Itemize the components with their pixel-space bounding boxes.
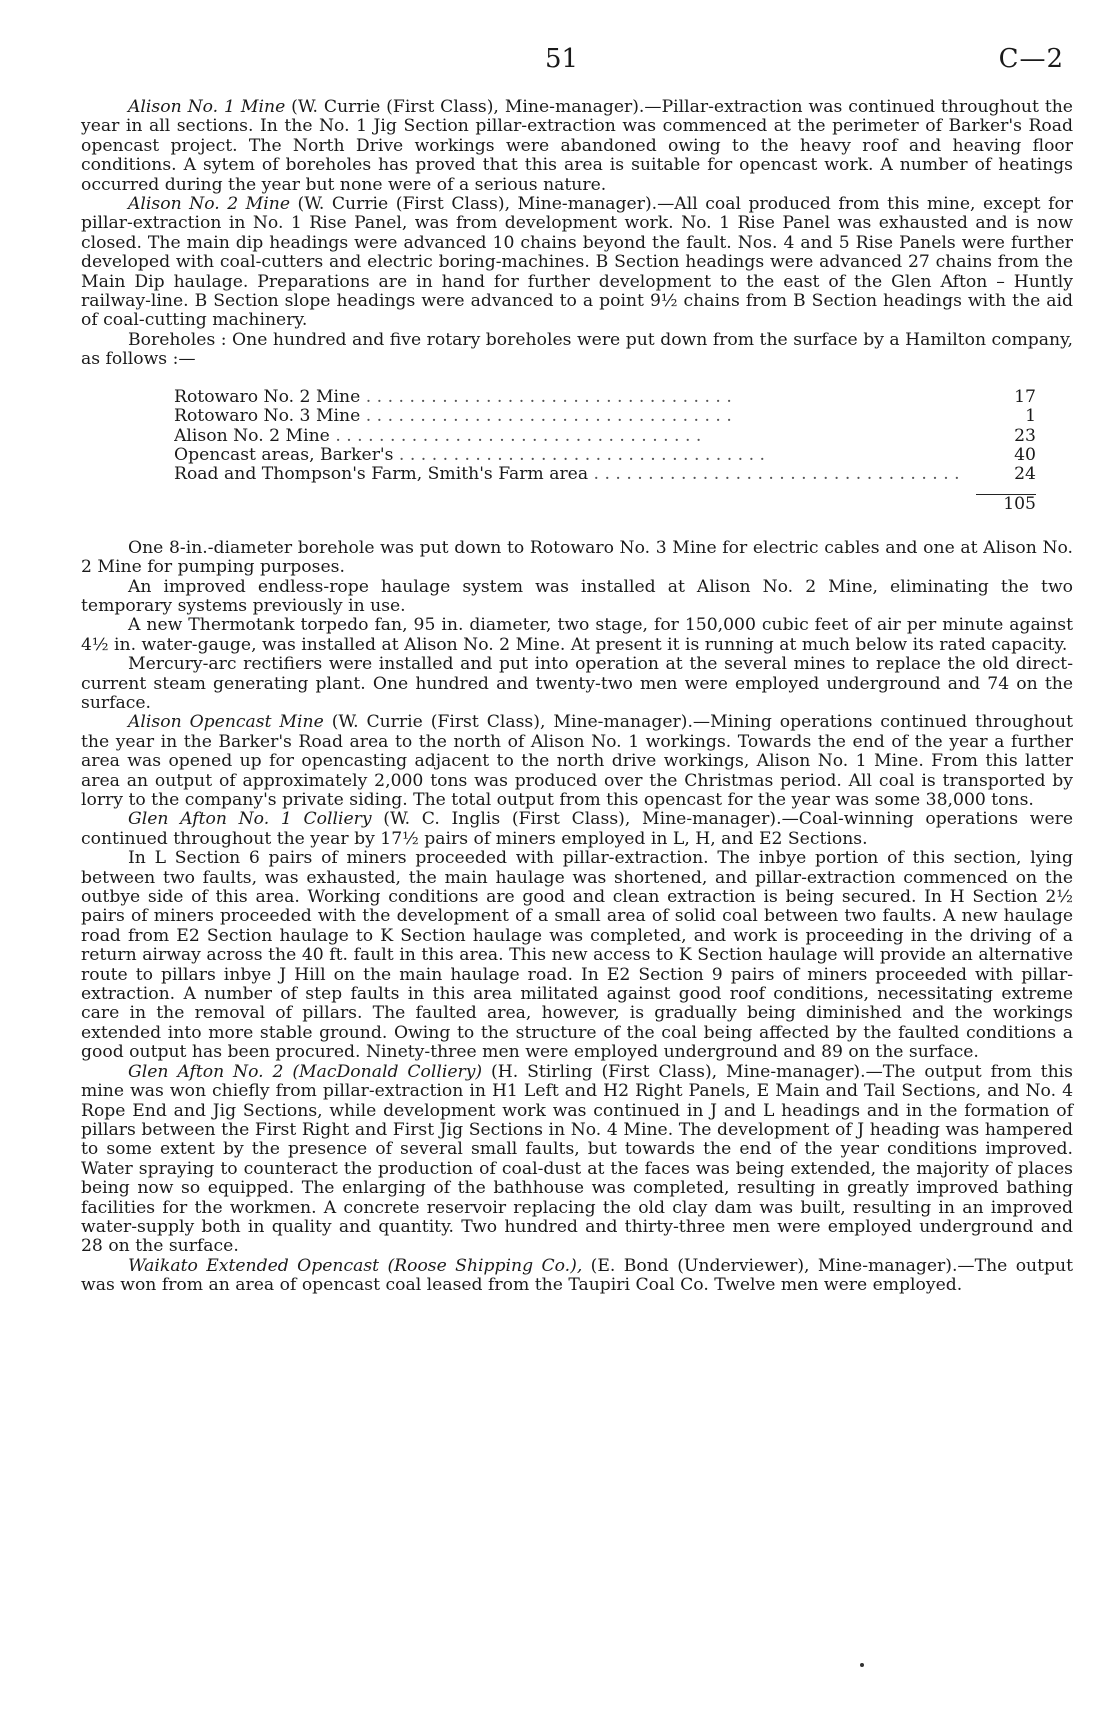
paragraph-glen-afton-no1 <box>81 810 1073 849</box>
paragraph-text: (W. Currie (First Class), Mine-manager).—All coal produced from this mine, except for pillar-extraction in No. 1 Rise Panel, was from development work. No. 1 Rise Panel was exhausted and is now closed. The main dip headings were advanced 10 chains beyond the fault. Nos. 4 and 5 Rise Panels were further developed with coal-cutters and electric boring-machines. B Section headings were advanced 27 chains from the Main Dip haulage. Preparations are in hand for further development to the east of the Glen Afton – Huntly railway-line. B Section slope headings were advanced to a point 9½ chains from B Section headings with the aid of coal-cutting machinery. <box>81 194 1074 331</box>
table-row-value: 24 <box>1014 464 1036 485</box>
paragraph-glen-afton-no2 <box>81 1063 1073 1257</box>
paragraph-text: (W. Currie (First Class), Mine-manager).—Pillar-extraction was continued throughout the year in all sections. In the No. 1 Jig Section pillar-extraction was commenced at the perimeter of Barker's Road opencast project. The North Drive workings were abandoned owing to the heavy roof and heaving floor conditions. A sytem of boreholes has proved that this area is suitable for opencast work. A number of heatings occurred during the year but none were of a serious nature. <box>81 97 1073 195</box>
paragraph-text: Mercury-arc rectifiers were installed and put into operation at the several mines to replace the old direct-current steam generating plant. One hundred and twenty-two men were employed underground and 74 on the surface. <box>81 654 1073 713</box>
paragraph-text: Boreholes : One hundred and five rotary boreholes were put down from the surface by a Hamilton company, as follows :— <box>81 329 1073 370</box>
table-row <box>174 446 1044 465</box>
stray-dot-mark <box>860 1663 864 1667</box>
table-total-row <box>174 485 1044 517</box>
paragraph-rectifiers <box>81 655 1073 713</box>
section-title: Waikato Extended Opencast (Roose Shipping Co.), <box>128 1255 583 1276</box>
section-title: Glen Afton No. 2 (MacDonald Colliery) <box>128 1061 483 1082</box>
table-row-value: 23 <box>1014 425 1036 446</box>
paragraph-text: An improved endless-rope haulage system was installed at Alison No. 2 Mine, eliminating the two temporary systems previously in use. <box>81 576 1073 616</box>
section-title: Alison No. 2 Mine <box>128 194 291 215</box>
section-title: Glen Afton No. 1 Colliery <box>128 809 372 830</box>
paragraph-boreholes <box>81 331 1073 370</box>
table-row <box>174 427 1044 446</box>
paragraph-alison-opencast <box>81 713 1073 810</box>
paragraph-haulage <box>81 578 1073 617</box>
paragraph-text: One 8-in.-diameter borehole was put down to Rotowaro No. 3 Mine for electric cables and one at Alison No. 2 Mine for pumping purposes. <box>81 537 1073 578</box>
section-title: Alison Opencast Mine <box>128 712 324 733</box>
total-rule: 105 <box>976 494 1036 514</box>
paragraph-text: (W. Currie (First Class), Mine-manager).—Mining operations continued throughout the year in the Barker's Road area to the north of Alison No. 1 workings. Towards the end of the year a further area was opened up for opencasting adjacent to the north drive workings, Alison No. 1 Mine. From this latter area an output of approximately 2,000 tons was produced over the Christmas period. All coal is transported by lorry to the company's private siding. The total output from this opencast for the year was some 38,000 tons. <box>81 712 1074 810</box>
table-row-label: Rotowaro No. 3 Mine . . <box>174 407 976 426</box>
table-row-value: 40 <box>1014 444 1036 465</box>
table-row-value: 1 <box>1025 406 1036 427</box>
paragraph-text: (E. Bond (Underviewer), Mine-manager).—The output was won from an area of opencast coal leased from the Taupiri Coal Co. Twelve men were employed. <box>81 1255 1073 1296</box>
paragraph-text: (H. Stirling (First Class), Mine-manager).—The output from this mine was won chiefly from pillar-extraction in H1 Left and H2 Right Panels, E Main and Tail Sections, and No. 4 Rope End and Jig Sections, while development work was continued in J and L headings and in the formation of pillars between the First Right and First Jig Sections in No. 4 Mine. The development of J heading was hampered to some extent by the presence of several small faults, but towards the end of the year conditions improved. Water spraying to counteract the production of coal-dust at the faces was being extended, the majority of places being now so equipped. The enlarging of the bathhouse was completed, resulting in greatly improved bathing facilities for the workmen. A concrete reservoir replacing the old clay dam was built, resulting in an improved water-supply both in quality and quantity. Two hundred and thirty-three men were employed underground and 28 on the surface. <box>81 1061 1073 1257</box>
paragraph-text: A new Thermotank torpedo fan, 95 in. diameter, two stage, for 150,000 cubic feet of air per minute against 4½ in. water-gauge, was installed at Alison No. 2 Mine. At present it is running at much below its rated capacity. <box>81 615 1073 655</box>
table-row-label: Opencast areas, Barker's . . <box>174 446 976 465</box>
table-row-label: Rotowaro No. 2 Mine . . <box>174 388 976 407</box>
paragraph-borehole-8in <box>81 539 1073 578</box>
paragraphs-after-table <box>81 539 1073 1296</box>
paragraph-waikato <box>81 1257 1073 1296</box>
paragraph-alison-no1 <box>81 98 1073 195</box>
paragraph-text: (W. C. Inglis (First Class), Mine-manager).—Coal-winning operations were continued throughout the year by 17½ pairs of miners employed in L, H, and E2 Sections. <box>81 809 1073 849</box>
page-reference: C—2 <box>998 44 1064 74</box>
document-body <box>81 98 1073 1296</box>
table-row-value: 17 <box>1014 386 1036 407</box>
table-row <box>174 407 1044 426</box>
paragraph-l-section <box>81 849 1073 1062</box>
paragraph-alison-no2 <box>81 195 1073 331</box>
table-row-label: Road and Thompson's Farm, Smith's Farm area . . <box>174 465 976 484</box>
table-row <box>174 465 1044 484</box>
boreholes-table <box>174 388 1044 517</box>
page-number: 51 <box>545 44 579 74</box>
paragraph-text: In L Section 6 pairs of miners proceeded with pillar-extraction. The inbye portion of this section, lying between two faults, was exhausted, the main haulage was shortened, and pillar-extraction commenced on the outbye side of this area. Working conditions are good and clean extraction is being secured. In H Section 2½ pairs of miners proceeded with the development of a small area of solid coal between two faults. A new haulage road from E2 Section haulage to K Section haulage was completed, and work is proceeding in the driving of a return airway across the 40 ft. fault in this area. This new access to K Section haulage will provide an alternative route to pillars inbye J Hill on the main haulage road. In E2 Section 9 pairs of miners proceeded with pillar-extraction. A number of step faults in this area militated against good roof conditions, necessitating extreme care in the removal of pillars. The faulted area, however, is gradually being diminished and the workings extended into more stable ground. Owing to the structure of the coal being affected by the faulted conditions a good output has been procured. Ninety-three men were employed underground and 89 on the surface. <box>81 848 1073 1063</box>
paragraph-fan <box>81 616 1073 655</box>
page-header <box>0 44 1114 74</box>
table-row <box>174 388 1044 407</box>
table-total-value <box>976 485 1044 517</box>
table-total-spacer <box>174 485 976 517</box>
section-title: Alison No. 1 Mine <box>128 97 286 117</box>
table-row-label: Alison No. 2 Mine . . <box>174 427 976 446</box>
